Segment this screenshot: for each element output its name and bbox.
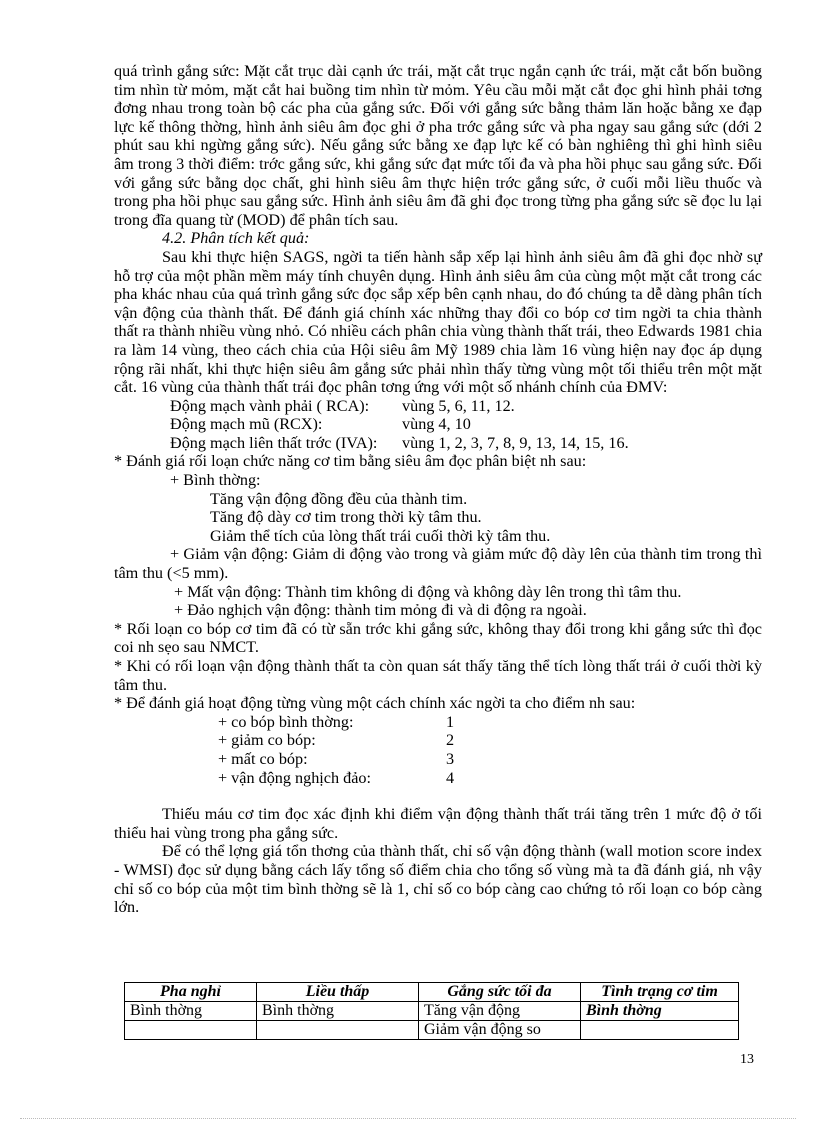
paragraph-analysis: Sau khi thực hiện SAGS, ngời ta tiến hành sắp xếp lại hình ảnh siêu âm đã ghi đọc nhờ sự hỗ trợ của một phần mềm máy tính chuyên dụng. Hình ảnh siêu âm của cùng một mặt cắt trong các pha khác nhau của quá trình gắng sức đọc sắp xếp bên cạnh nhau, do đó chúng ta dễ dàng phân tích vận động của thành thất. Để đánh giá chính xác những thay đổi co bóp cơ tim ngời ta chia thành thất ra thành nhiều vùng nhỏ. Có nhiều cách phân chia vùng thành thất trái, theo Edwards 1981 chia ra làm 14 vùng, theo cách chia của Hội siêu âm Mỹ 1989 chia làm 16 vùng hiện nay đọc áp dụng rộng rãi nhất, khi thực hiện siêu âm gắng sức phải nhìn thấy từng vùng một tối thiểu trên một mặt cắt. 16 vùng của thành thất trái đọc phân tơng ứng với một số nhánh chính của ĐMV: — [114, 247, 762, 397]
table-cell: Tăng vận động — [419, 1002, 581, 1021]
score-label: + co bóp bình thờng: — [218, 712, 354, 731]
table-cell — [125, 1021, 257, 1040]
note-volume: * Khi có rối loạn vận động thành thất ta còn quan sát thấy tăng thể tích lòng thất trái ở cuối thời kỳ tâm thu. — [114, 657, 762, 694]
table-cell: Bình thờng — [257, 1002, 419, 1021]
page-number: 13 — [740, 1052, 754, 1067]
score-label: + mất co bóp: — [218, 749, 308, 768]
score-label: + vận động nghịch đảo: — [218, 768, 371, 787]
table-header: Gắng sức tối đa — [419, 983, 581, 1002]
results-table — [124, 982, 739, 1040]
artery-row — [114, 434, 762, 453]
document-body — [114, 62, 762, 917]
dyskinesia-text: + Đảo nghịch vận động: thành tim mỏng đi và di động ra ngoài. — [174, 601, 587, 620]
paragraph-wmsi: Để có thể lợng giá tổn thơng của thành thất, chỉ số vận động thành (wall motion score index - WMSI) đọc sử dụng bằng cách lấy tổng số điểm chia cho tổng số vùng mà ta đã đánh giá, nh vậy chỉ số co bóp của một tim bình thờng sẽ là 1, chỉ số co bóp càng cao chứng tỏ rối loạn co bóp càng lớn. — [114, 842, 762, 917]
paragraph-ischemia: Thiếu máu cơ tim đọc xác định khi điểm vận động thành thất trái tăng trên 1 mức độ ở tối thiểu hai vùng trong pha gắng sức. — [114, 805, 762, 842]
score-label: + giảm co bóp: — [218, 731, 316, 750]
artery-name: Động mạch mũ (RCX): — [170, 415, 323, 434]
table-row — [125, 1021, 739, 1040]
artery-name: Động mạch liên thất trớc (IVA): — [170, 433, 378, 452]
note-scar: * Rối loạn co bóp cơ tim đã có từ sẵn trớc khi gắng sức, không thay đổi trong khi gắng sức thì đọc coi nh sẹo sau NMCT. — [114, 619, 762, 657]
score-list — [114, 713, 762, 787]
score-value: 2 — [445, 731, 455, 750]
artery-row — [114, 397, 762, 416]
artery-list — [114, 397, 762, 453]
table-cell — [581, 1021, 739, 1040]
assessment-intro: * Đánh giá rối loạn chức năng cơ tim bằng siêu âm đọc phân biệt nh sau: — [114, 452, 587, 471]
table-cell: Giảm vận động so — [419, 1021, 581, 1040]
page-border — [20, 1118, 796, 1119]
table-header: Tình trạng cơ tim — [581, 983, 739, 1002]
score-row — [114, 750, 762, 769]
note-scoring: * Để đánh giá hoạt động từng vùng một cách chính xác ngời ta cho điểm nh sau: — [114, 694, 636, 713]
normal-item: Tăng độ dày cơ tim trong thời kỳ tâm thu. — [210, 508, 482, 527]
table-cell: Bình thờng — [125, 1002, 257, 1021]
hypokinesia-text: + Giảm vận động: Giảm di động vào trong và giảm mức độ dày lên của thành tim trong thì tâm thu (<5 mm). — [114, 545, 762, 583]
artery-zones: vùng 5, 6, 11, 12. — [402, 396, 515, 415]
section-heading: 4.2. Phân tích kết quả: — [162, 229, 310, 248]
table-cell: Bình thờng — [581, 1002, 739, 1021]
score-row — [114, 769, 762, 788]
normal-item: Giảm thể tích của lòng thất trái cuối thời kỳ tâm thu. — [210, 526, 551, 545]
score-row — [114, 731, 762, 750]
artery-row — [114, 415, 762, 434]
score-value: 4 — [445, 768, 455, 787]
normal-item: Tăng vận động đồng đều của thành tim. — [210, 489, 468, 508]
score-value: 1 — [445, 712, 455, 731]
table-cell — [257, 1021, 419, 1040]
table-header-row — [125, 983, 739, 1002]
table-row — [125, 1002, 739, 1021]
artery-zones: vùng 4, 10 — [402, 415, 471, 434]
akinesia-text: + Mất vận động: Thành tim không di động và không dày lên trong thì tâm thu. — [174, 582, 682, 601]
score-row — [114, 713, 762, 732]
table-header: Liều thấp — [257, 983, 419, 1002]
table-header: Pha nghỉ — [125, 983, 257, 1002]
artery-zones: vùng 1, 2, 3, 7, 8, 9, 13, 14, 15, 16. — [402, 433, 629, 452]
normal-label: + Bình thờng: — [170, 471, 261, 490]
artery-name: Động mạch vành phải ( RCA): — [170, 396, 370, 415]
score-value: 3 — [445, 749, 455, 768]
paragraph-acquisition: quá trình gắng sức: Mặt cắt trục dài cạnh ức trái, mặt cắt trục ngắn cạnh ức trái, mặt cắt bốn buồng tim nhìn từ mỏm, mặt cắt hai buồng tim nhìn từ mỏm. Yêu cầu mỗi mặt cắt đọc ghi hình phải tơng đơng nhau trong toàn bộ các pha của gắng sức. Đối với gắng sức bằng thảm lăn hoặc bằng xe đạp lực kế thông thờng, hình ảnh siêu âm đọc ghi ở pha trớc gắng sức và pha ngay sau gắng sức (dới 2 phút sau khi ngừng gắng sức). Nếu gắng sức bằng xe đạp lực kế có bàn nghiêng thì ghi hình siêu âm trong 3 thời điểm: trớc gắng sức, khi gắng sức đạt mức tối đa và pha hồi phục sau gắng sức. Đối với gắng sức bằng dọc chất, ghi hình siêu âm thực hiện trớc gắng sức, ở cuối mỗi liều thuốc và trong pha hồi phục sau gắng sức. Hình ảnh siêu âm đã ghi đọc trong từng pha gắng sức sẽ đọc lu lại trong đĩa quang từ (MOD) để phân tích sau. — [114, 62, 762, 229]
